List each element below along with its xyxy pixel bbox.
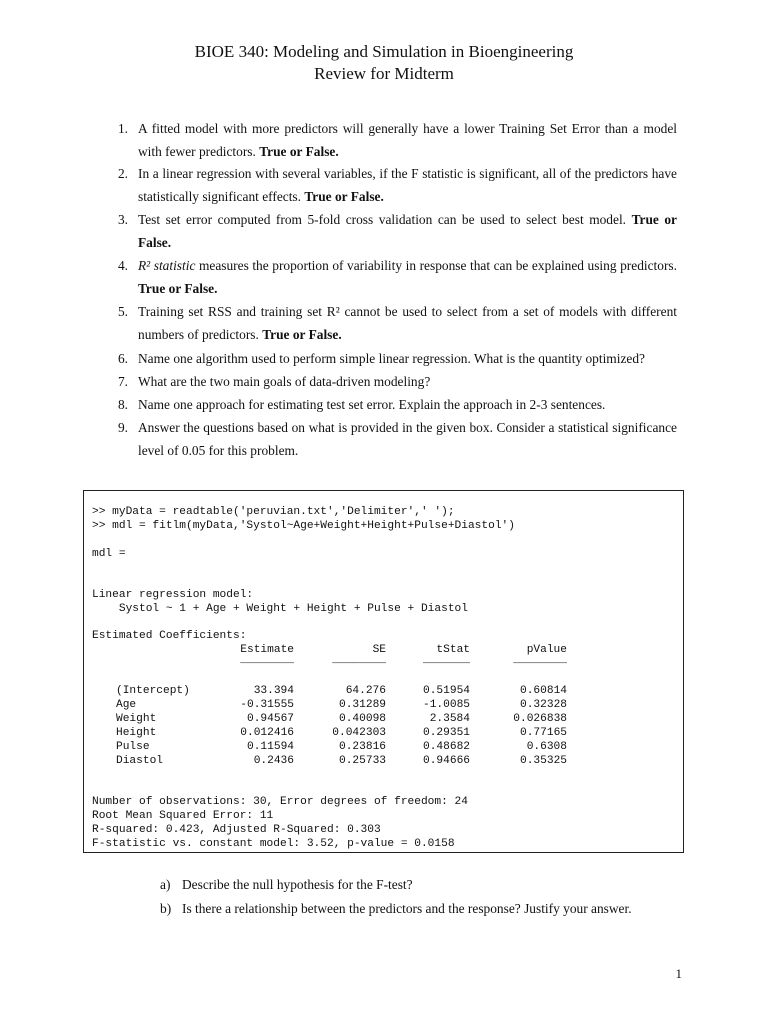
true-false-prompt: True or False. bbox=[304, 189, 384, 205]
coefficient-row bbox=[84, 726, 669, 740]
question-number: 1. bbox=[117, 121, 128, 136]
question-number: 5. bbox=[117, 304, 128, 319]
column-header: tStat bbox=[436, 644, 470, 656]
column-header: pValue bbox=[526, 644, 567, 656]
coefficient-row bbox=[84, 740, 669, 754]
code-line: mdl = bbox=[92, 548, 126, 560]
term-name: Diastol bbox=[116, 755, 163, 767]
question-5 bbox=[112, 300, 677, 346]
pvalue-value: 0.60814 bbox=[520, 685, 567, 697]
term-name: Pulse bbox=[116, 741, 150, 753]
se-value: 0.40098 bbox=[339, 713, 386, 725]
header-rule: _______ bbox=[423, 654, 470, 666]
estimate-value: 0.012416 bbox=[240, 727, 294, 739]
document-subtitle: Review for Midterm bbox=[314, 64, 454, 83]
question-number: 9. bbox=[117, 420, 128, 435]
tstat-value: 0.51954 bbox=[423, 685, 470, 697]
question-9 bbox=[112, 416, 677, 462]
se-value: 0.25733 bbox=[339, 755, 386, 767]
column-header: Estimate bbox=[240, 644, 294, 656]
document-title: BIOE 340: Modeling and Simulation in Bioengineering bbox=[194, 42, 574, 61]
true-false-prompt: True or False. bbox=[259, 144, 339, 160]
question-text: What are the two main goals of data-driven modeling? bbox=[138, 374, 431, 389]
model-summary-line: Number of observations: 30, Error degrees of freedom: 24 bbox=[92, 796, 468, 808]
model-formula: Systol ~ 1 + Age + Weight + Height + Pulse + Diastol bbox=[92, 603, 468, 615]
r-squared-term: R² statistic bbox=[138, 258, 196, 273]
tstat-value: 0.48682 bbox=[423, 741, 470, 753]
question-number: 2. bbox=[117, 166, 128, 181]
question-8 bbox=[112, 393, 677, 416]
question-number: 8. bbox=[117, 397, 128, 412]
coefficient-row bbox=[84, 698, 669, 712]
column-header: SE bbox=[372, 644, 386, 656]
code-line: >> myData = readtable('peruvian.txt','Delimiter',' '); bbox=[92, 506, 455, 518]
pvalue-value: 0.6308 bbox=[526, 741, 567, 753]
pvalue-value: 0.77165 bbox=[520, 727, 567, 739]
term-name: (Intercept) bbox=[116, 685, 190, 697]
tstat-value: 0.94666 bbox=[423, 755, 470, 767]
estimate-value: 0.94567 bbox=[247, 713, 294, 725]
model-summary-line: Root Mean Squared Error: 11 bbox=[92, 810, 274, 822]
header-rule: ________ bbox=[240, 654, 294, 666]
question-text: In a linear regression with several variables, if the F statistic is significant, all of the predictors have statistically significant effects. True or False. bbox=[138, 166, 677, 205]
term-name: Weight bbox=[116, 713, 157, 725]
question-number: 7. bbox=[117, 374, 128, 389]
estimate-value: 0.2436 bbox=[253, 755, 294, 767]
question-text: A fitted model with more predictors will generally have a lower Training Set Error than a model with fewer predictors. True or False. bbox=[138, 121, 677, 160]
model-summary-line: R-squared: 0.423, Adjusted R-Squared: 0.303 bbox=[92, 824, 381, 836]
tstat-value: 0.29351 bbox=[423, 727, 470, 739]
subquestion-label: a) bbox=[160, 877, 171, 892]
estimate-value: 0.11594 bbox=[247, 741, 294, 753]
question-number: 6. bbox=[117, 351, 128, 366]
question-text: Name one approach for estimating test set error. Explain the approach in 2-3 sentences. bbox=[138, 397, 606, 412]
question-1 bbox=[112, 117, 677, 163]
question-3 bbox=[112, 208, 677, 254]
se-value: 0.042303 bbox=[332, 727, 386, 739]
term-name: Height bbox=[116, 727, 157, 739]
se-value: 0.31289 bbox=[339, 699, 386, 711]
model-summary-line: F-statistic vs. constant model: 3.52, p-value = 0.0158 bbox=[92, 838, 455, 850]
question-text: R² statistic measures the proportion of variability in response that can be explained using predictors. True or False. bbox=[138, 258, 677, 297]
term-name: Age bbox=[116, 699, 137, 711]
code-line: Estimated Coefficients: bbox=[92, 630, 247, 642]
question-6 bbox=[112, 347, 677, 370]
question-text: Test set error computed from 5-fold cross validation can be used to select best model. True or False. bbox=[138, 212, 677, 251]
coefficient-row bbox=[84, 712, 669, 726]
true-false-prompt: True or False. bbox=[138, 281, 218, 297]
header-rule: ________ bbox=[513, 654, 567, 666]
header-rule: ________ bbox=[332, 654, 386, 666]
se-value: 64.276 bbox=[345, 685, 386, 697]
matlab-output-box bbox=[83, 490, 684, 853]
coefficient-row bbox=[84, 754, 669, 768]
question-number: 3. bbox=[117, 212, 128, 227]
question-number: 4. bbox=[117, 258, 128, 273]
subquestion-text: Is there a relationship between the predictors and the response? Justify your answer. bbox=[182, 901, 632, 916]
question-2 bbox=[112, 162, 677, 208]
subquestion-text: Describe the null hypothesis for the F-test? bbox=[182, 877, 413, 892]
tstat-value: 2.3584 bbox=[429, 713, 470, 725]
question-4 bbox=[112, 254, 677, 300]
question-text: Answer the questions based on what is provided in the given box. Consider a statistical significance level of 0.05 for this problem. bbox=[138, 420, 677, 459]
coefficient-row bbox=[84, 684, 669, 698]
pvalue-value: 0.35325 bbox=[520, 755, 567, 767]
se-value: 0.23816 bbox=[339, 741, 386, 753]
true-false-prompt: True or False. bbox=[138, 212, 677, 251]
pvalue-value: 0.026838 bbox=[513, 713, 567, 725]
question-text: Training set RSS and training set R² cannot be used to select from a set of models with different numbers of predictors. True or False. bbox=[138, 304, 677, 343]
code-line: >> mdl = fitlm(myData,'Systol~Age+Weight+Height+Pulse+Diastol') bbox=[92, 520, 515, 532]
true-false-prompt: True or False. bbox=[262, 327, 342, 343]
question-7 bbox=[112, 370, 677, 393]
subquestion-label: b) bbox=[160, 901, 172, 916]
page-number: 1 bbox=[675, 966, 682, 981]
tstat-value: -1.0085 bbox=[423, 699, 470, 711]
estimate-value: 33.394 bbox=[253, 685, 294, 697]
coefficient-header-rule bbox=[84, 653, 669, 667]
pvalue-value: 0.32328 bbox=[520, 699, 567, 711]
estimate-value: -0.31555 bbox=[240, 699, 294, 711]
question-text: Name one algorithm used to perform simple linear regression. What is the quantity optimized? bbox=[138, 351, 645, 366]
code-line: Linear regression model: bbox=[92, 589, 254, 601]
